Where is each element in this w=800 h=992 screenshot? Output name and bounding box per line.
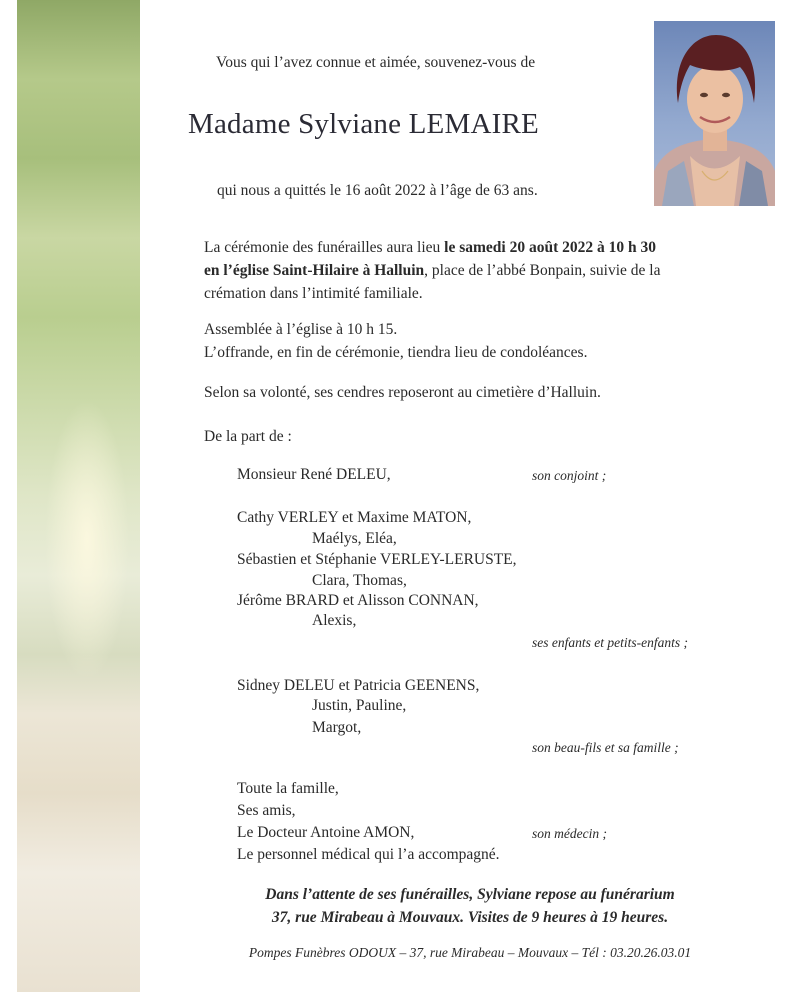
family-all: Toute la famille, xyxy=(237,780,339,797)
notice-line-2: 37, rue Mirabeau à Mouvaux. Visites de 9 heures à 19 heures. xyxy=(271,909,669,926)
notice-line-1: Dans l’attente de ses funérailles, Sylviane repose au funérarium xyxy=(265,886,675,903)
family-stepson: Sidney DELEU et Patricia GEENENS, xyxy=(237,677,480,694)
funeral-home-footer: Pompes Funèbres ODOUX – 37, rue Mirabeau – Mouvaux – Tél : 03.20.26.03.01 xyxy=(248,945,692,960)
from-label: De la part de : xyxy=(204,428,292,445)
assembly-paragraph xyxy=(204,318,587,364)
ceremony-location: en l’église Saint-Hilaire à Halluin xyxy=(204,262,425,279)
family-staff: Le personnel médical qui l’a accompagné. xyxy=(237,846,500,863)
deceased-name: Madame Sylviane LEMAIRE xyxy=(188,108,539,140)
family-stepson-kids-2: Margot, xyxy=(312,719,362,736)
children-role: ses enfants et petits-enfants ; xyxy=(532,635,688,650)
family-grandchildren-1: Maélys, Eléa, xyxy=(312,530,397,547)
family-child-2: Sébastien et Stéphanie VERLEY-LERUSTE, xyxy=(237,551,517,568)
spouse-role: son conjoint ; xyxy=(532,468,607,483)
family-doctor: Le Docteur Antoine AMON, xyxy=(237,824,415,841)
assembly-text: Assemblée à l’église à 10 h 15. xyxy=(204,321,398,338)
wish-text: Selon sa volonté, ses cendres reposeront au cimetière d’Halluin. xyxy=(204,384,601,401)
decorative-forest-image xyxy=(17,0,140,992)
intro-text: Vous qui l’avez connue et aimée, souvenez-vous de xyxy=(216,54,536,71)
ceremony-datetime: le samedi 20 août 2022 à 10 h 30 xyxy=(444,239,656,256)
offering-text: L’offrande, en fin de cérémonie, tiendra lieu de condoléances. xyxy=(204,344,588,361)
family-child-1: Cathy VERLEY et Maxime MATON, xyxy=(237,509,472,526)
ceremony-text: La cérémonie des funérailles aura lieu xyxy=(204,239,445,256)
family-grandchildren-2: Clara, Thomas, xyxy=(312,572,407,589)
family-child-3: Jérôme BRARD et Alisson CONNAN, xyxy=(237,592,479,609)
ceremony-text-2: , place de l’abbé Bonpain, suivie de la xyxy=(424,262,661,279)
family-stepson-kids-1: Justin, Pauline, xyxy=(312,697,407,714)
family-grandchildren-3: Alexis, xyxy=(312,612,357,629)
family-friends: Ses amis, xyxy=(237,802,296,819)
funerarium-notice xyxy=(70,883,800,929)
ceremony-paragraph xyxy=(204,236,660,305)
portrait-photo xyxy=(654,21,775,206)
family-spouse: Monsieur René DELEU, xyxy=(237,466,391,483)
passing-date-text: qui nous a quittés le 16 août 2022 à l’âge de 63 ans. xyxy=(217,182,538,199)
stepson-role: son beau-fils et sa famille ; xyxy=(532,740,679,755)
ceremony-text-3: crémation dans l’intimité familiale. xyxy=(204,285,423,302)
doctor-role: son médecin ; xyxy=(532,826,607,841)
